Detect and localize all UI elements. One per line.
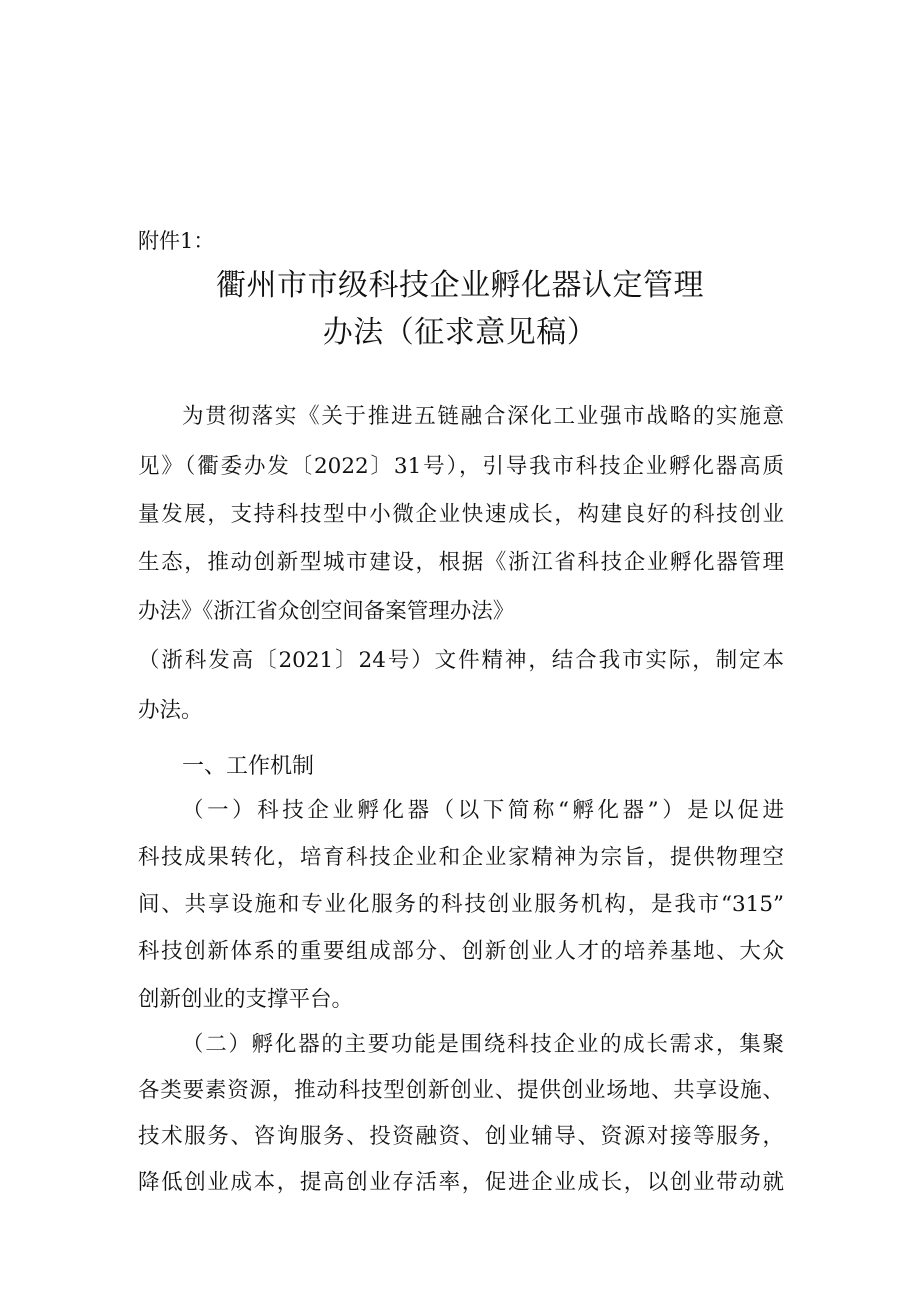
intro-line: 生态，推动创新型城市建设，根据《浙江省科技企业孵化器管理 bbox=[138, 550, 784, 575]
paragraph-line: 降低创业成本，提高创业存活率，促进企业成长，以创业带动就 bbox=[138, 1170, 784, 1195]
section-heading: 一、工作机制 bbox=[182, 754, 315, 779]
paragraph-line: （二）孵化器的主要功能是围绕科技企业的成长需求，集聚 bbox=[182, 1032, 784, 1057]
intro-line: 见》（衢委办发〔2022〕31号），引导我市科技企业孵化器高质 bbox=[138, 454, 784, 479]
intro-line: 为贯彻落实《关于推进五链融合深化工业强市战略的实施意 bbox=[182, 404, 784, 429]
document-title-line-1: 衢州市市级科技企业孵化器认定管理 bbox=[216, 268, 704, 303]
document-title-line-2: 办法（征求意见稿） bbox=[322, 315, 598, 350]
intro-line: （浙科发高〔2021〕24号）文件精神，结合我市实际，制定本 bbox=[138, 648, 784, 673]
intro-line: 量发展，支持科技型中小微企业快速成长，构建良好的科技创业 bbox=[138, 502, 784, 527]
intro-line: 办法》《浙江省众创空间备案管理办法》 bbox=[138, 599, 515, 624]
attachment-label: 附件1： bbox=[138, 229, 215, 253]
paragraph-line: 创新创业的支撑平台。 bbox=[138, 987, 354, 1012]
intro-line: 办法。 bbox=[138, 698, 203, 723]
paragraph-line: 科技成果转化，培育科技企业和企业家精神为宗旨，提供物理空 bbox=[138, 845, 784, 870]
paragraph-line: （一）科技企业孵化器（以下简称“孵化器”）是以促进 bbox=[182, 798, 784, 823]
paragraph-line: 各类要素资源，推动科技型创新创业、提供创业场地、共享设施、 bbox=[138, 1078, 784, 1103]
paragraph-line: 技术服务、咨询服务、投资融资、创业辅导、资源对接等服务， bbox=[138, 1124, 784, 1149]
paragraph-line: 间、共享设施和专业化服务的科技创业服务机构，是我市“315” bbox=[138, 892, 784, 917]
paragraph-line: 科技创新体系的重要组成部分、创新创业人才的培养基地、大众 bbox=[138, 939, 784, 964]
